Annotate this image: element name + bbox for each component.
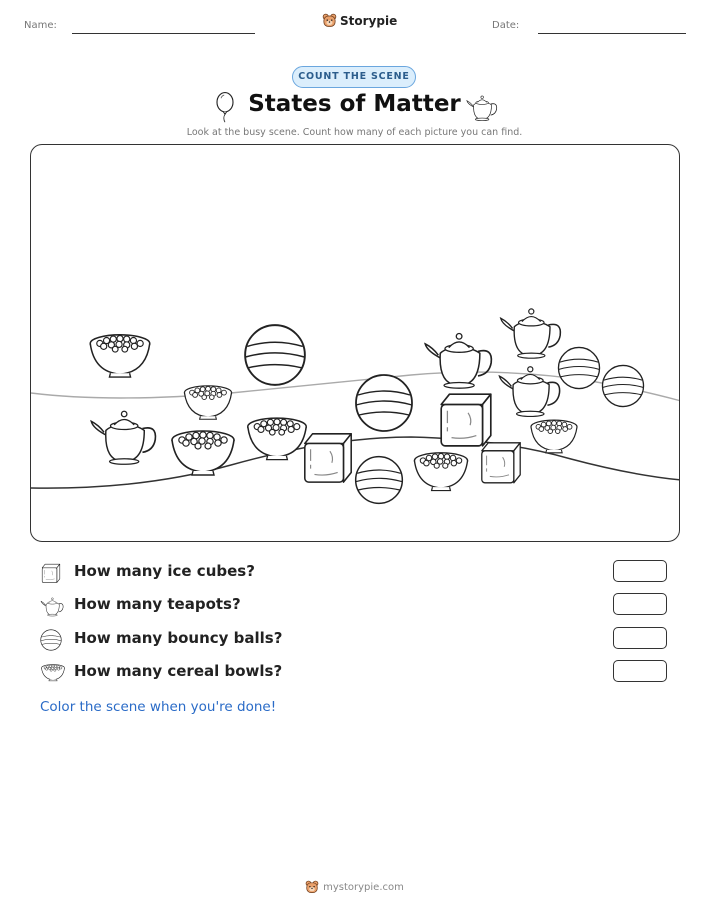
cereal-bowl-icon <box>40 662 66 682</box>
teapot <box>91 411 155 464</box>
teapot <box>425 333 491 388</box>
bouncy-ball <box>356 375 412 431</box>
name-line[interactable] <box>72 33 255 34</box>
coloring-note: Color the scene when you're done! <box>40 699 277 715</box>
teapot <box>499 367 559 417</box>
footer-url: mystorypie.com <box>323 881 404 893</box>
question-text: How many bouncy balls? <box>74 629 283 647</box>
question-cereal-bowls <box>40 661 670 685</box>
bouncy-ball <box>245 325 305 385</box>
bouncy-ball <box>558 347 599 388</box>
cereal-bowl <box>414 453 467 491</box>
question-ice-cubes <box>40 561 670 585</box>
ice-cube <box>482 443 520 483</box>
brand-logo <box>322 13 397 28</box>
cereal-bowl <box>90 335 150 377</box>
answer-box-ice-cubes[interactable] <box>613 560 667 582</box>
bear-logo-icon <box>305 880 319 894</box>
name-label: Name: <box>24 20 57 31</box>
scene-drawing <box>31 145 680 542</box>
brand-name: Storypie <box>340 13 398 28</box>
bear-logo-icon <box>322 13 337 28</box>
ice-cube-icon <box>40 562 62 584</box>
bouncy-ball <box>602 365 643 406</box>
cereal-bowl <box>248 418 306 459</box>
answer-box-bouncy-balls[interactable] <box>613 627 667 649</box>
date-label: Date: <box>492 20 520 31</box>
answer-box-teapots[interactable] <box>613 593 667 615</box>
bouncy-ball <box>356 457 403 504</box>
ice-cube <box>305 434 351 482</box>
teapot-icon <box>466 92 500 122</box>
activity-badge: COUNT THE SCENE <box>292 66 416 88</box>
counting-scene <box>30 144 680 542</box>
cereal-bowl <box>531 420 577 453</box>
teapot-icon <box>40 595 66 617</box>
answer-box-cereal-bowls[interactable] <box>613 660 667 682</box>
date-line[interactable] <box>538 33 686 34</box>
instructions: Look at the busy scene. Count how many of each picture you can find. <box>186 127 523 138</box>
cereal-bowl <box>184 386 231 419</box>
question-bouncy-balls <box>40 628 670 652</box>
question-text: How many cereal bowls? <box>74 662 283 680</box>
question-teapots <box>40 594 670 618</box>
cereal-bowl <box>172 431 234 475</box>
bouncy-ball-icon <box>40 629 62 651</box>
teapot <box>501 309 561 358</box>
footer <box>0 880 709 894</box>
page-title: States of Matter <box>248 91 461 117</box>
question-text: How many ice cubes? <box>74 562 255 580</box>
ice-cube <box>441 394 491 446</box>
question-text: How many teapots? <box>74 595 241 613</box>
